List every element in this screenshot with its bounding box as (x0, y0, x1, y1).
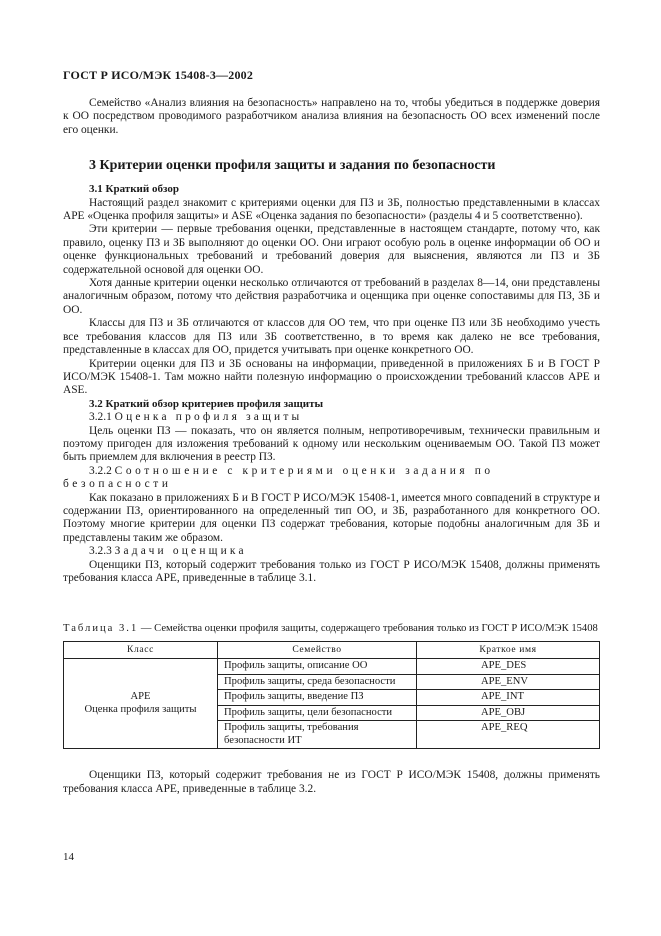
section-3-2-3-heading (63, 545, 600, 558)
section-3-2-1-heading (63, 411, 600, 424)
section-3-2-3-title: Задачи оценщика (114, 545, 247, 558)
section-3-2-1-number: 3.2.1 (89, 411, 112, 424)
families-table (63, 641, 600, 749)
table-caption-text: — Семейства оценки профиля защиты, содержащего требования только из ГОСТ Р ИСО/МЭК 15408 (138, 623, 598, 635)
short-name-cell: APE_DES (417, 659, 600, 675)
family-cell: Профиль защиты, среда безопасности (218, 674, 417, 690)
class-code: APE (130, 691, 151, 703)
short-name-cell: APE_INT (417, 690, 600, 706)
header-short-name: Краткое имя (417, 642, 600, 659)
section-3-2-heading: 3.2 Краткий обзор критериев профиля защиты (89, 397, 324, 410)
intro-paragraph: Семейство «Анализ влияния на безопасность» направлено на то, чтобы убедиться в поддержке доверия к ОО посредством проводимого разработчиком анализа влияния на безопасность ОО всех изменений после его оценки. (63, 97, 600, 136)
class-name: Оценка профиля защиты (84, 703, 197, 715)
document-header: ГОСТ Р ИСО/МЭК 15408-3—2002 (63, 68, 254, 82)
section-3-2-2-heading (63, 465, 600, 492)
section-3-1-paragraph-3: Хотя данные критерии оценки несколько отличаются от требований в разделах 8—14, они представлены аналогичным образом, потому что действия разработчика и оценщика при оценке сопоставимы для ПЗ, ЗБ и ОО. (63, 277, 600, 316)
section-3-1-heading: 3.1 Краткий обзор (89, 183, 179, 196)
family-cell: Профиль защиты, цели безопасности (218, 705, 417, 721)
section-3-1-paragraph-1: Настоящий раздел знакомит с критериями оценки для ПЗ и ЗБ, полностью представленными в классах АРЕ «Оценка профиля защиты» и ASE «Оценка задания по безопасности» (разделы 4 и 5 соответственно). (63, 196, 600, 223)
header-family: Семейство (218, 642, 417, 659)
table-header-row (64, 642, 600, 659)
short-name-cell: APE_ENV (417, 674, 600, 690)
page-number: 14 (63, 851, 74, 863)
family-cell: Профиль защиты, описание ОО (218, 659, 417, 675)
section-3-2-3-paragraph: Оценщики ПЗ, который содержит требования только из ГОСТ Р ИСО/МЭК 15408, должны применять требования класса АРЕ, приведенные в таблице 3.1. (63, 558, 600, 584)
table-caption (63, 623, 600, 635)
table-caption-label: Таблица 3.1 (63, 623, 139, 635)
after-table-paragraph: Оценщики ПЗ, который содержит требования не из ГОСТ Р ИСО/МЭК 15408, должны применять требования класса АРЕ, приведенные в таблице 3.2. (63, 769, 600, 795)
header-class: Класс (64, 642, 218, 659)
family-cell: Профиль защиты, требования безопасности ИТ (218, 721, 417, 749)
section-3-2-1-title: Оценка профиля защиты (114, 411, 303, 424)
section-3-1-paragraph-4: Классы для ПЗ и ЗБ отличаются от классов для ОО тем, что при оценке ПЗ или ЗБ необходимо учесть все требования классов для ПЗ или ЗБ соответственно, в то время как далеко не все требования, представленные в классах для ОО, придется учитывать при оценке конкретного ОО. (63, 317, 600, 357)
section-3-2-2-number: 3.2.2 (89, 464, 112, 477)
section-3-1-paragraph-2: Эти критерии — первые требования оценки, представленные в настоящем стандарте, потому что, как правило, оценку ПЗ и ЗБ выполняют до оценки ОО. Они играют особую роль в оценке информации об ОО и оценке функциональных требований и требований доверия для выяснения, являются ли ПЗ и ЗБ содержательной основой для оценки ОО. (63, 223, 600, 276)
class-cell (64, 659, 218, 749)
document-body (63, 97, 600, 796)
short-name-cell: APE_OBJ (417, 705, 600, 721)
family-cell: Профиль защиты, введение ПЗ (218, 690, 417, 706)
section-3-2-3-number: 3.2.3 (89, 545, 112, 558)
section-3-heading: 3 Критерии оценки профиля защиты и задания по безопасности (89, 158, 496, 174)
short-name-cell: APE_REQ (417, 721, 600, 749)
table-row (64, 659, 600, 675)
section-3-2-2-paragraph: Как показано в приложениях Б и В ГОСТ Р ИСО/МЭК 15408-1, имеется много совпадений в структуре и содержании ПЗ, ориентированного на определенный тип ОО, и ЗБ, разработанного для конкретного ОО. Поэтому многие критерии для оценки ПЗ содержат требования, которые подобны аналогичным для ЗБ и представлены таким же образом. (63, 491, 600, 544)
section-3-2-2-title: Соотношение с критериями оценки задания по безопасности (63, 464, 494, 491)
section-3-2-1-paragraph: Цель оценки ПЗ — показать, что он является полным, непротиворечивым, технически правильным и поэтому пригоден для изложения требований к одному или нескольким оцениваемым ОО. Такой ПЗ может быть приемлем для включения в реестр ПЗ. (63, 424, 600, 464)
section-3-1-paragraph-5: Критерии оценки для ПЗ и ЗБ основаны на информации, приведенной в приложениях Б и В ГОСТ Р ИСО/МЭК 15408-1. Там можно найти полезную информацию о происхождении требований классов АРЕ и ASE. (63, 357, 600, 397)
